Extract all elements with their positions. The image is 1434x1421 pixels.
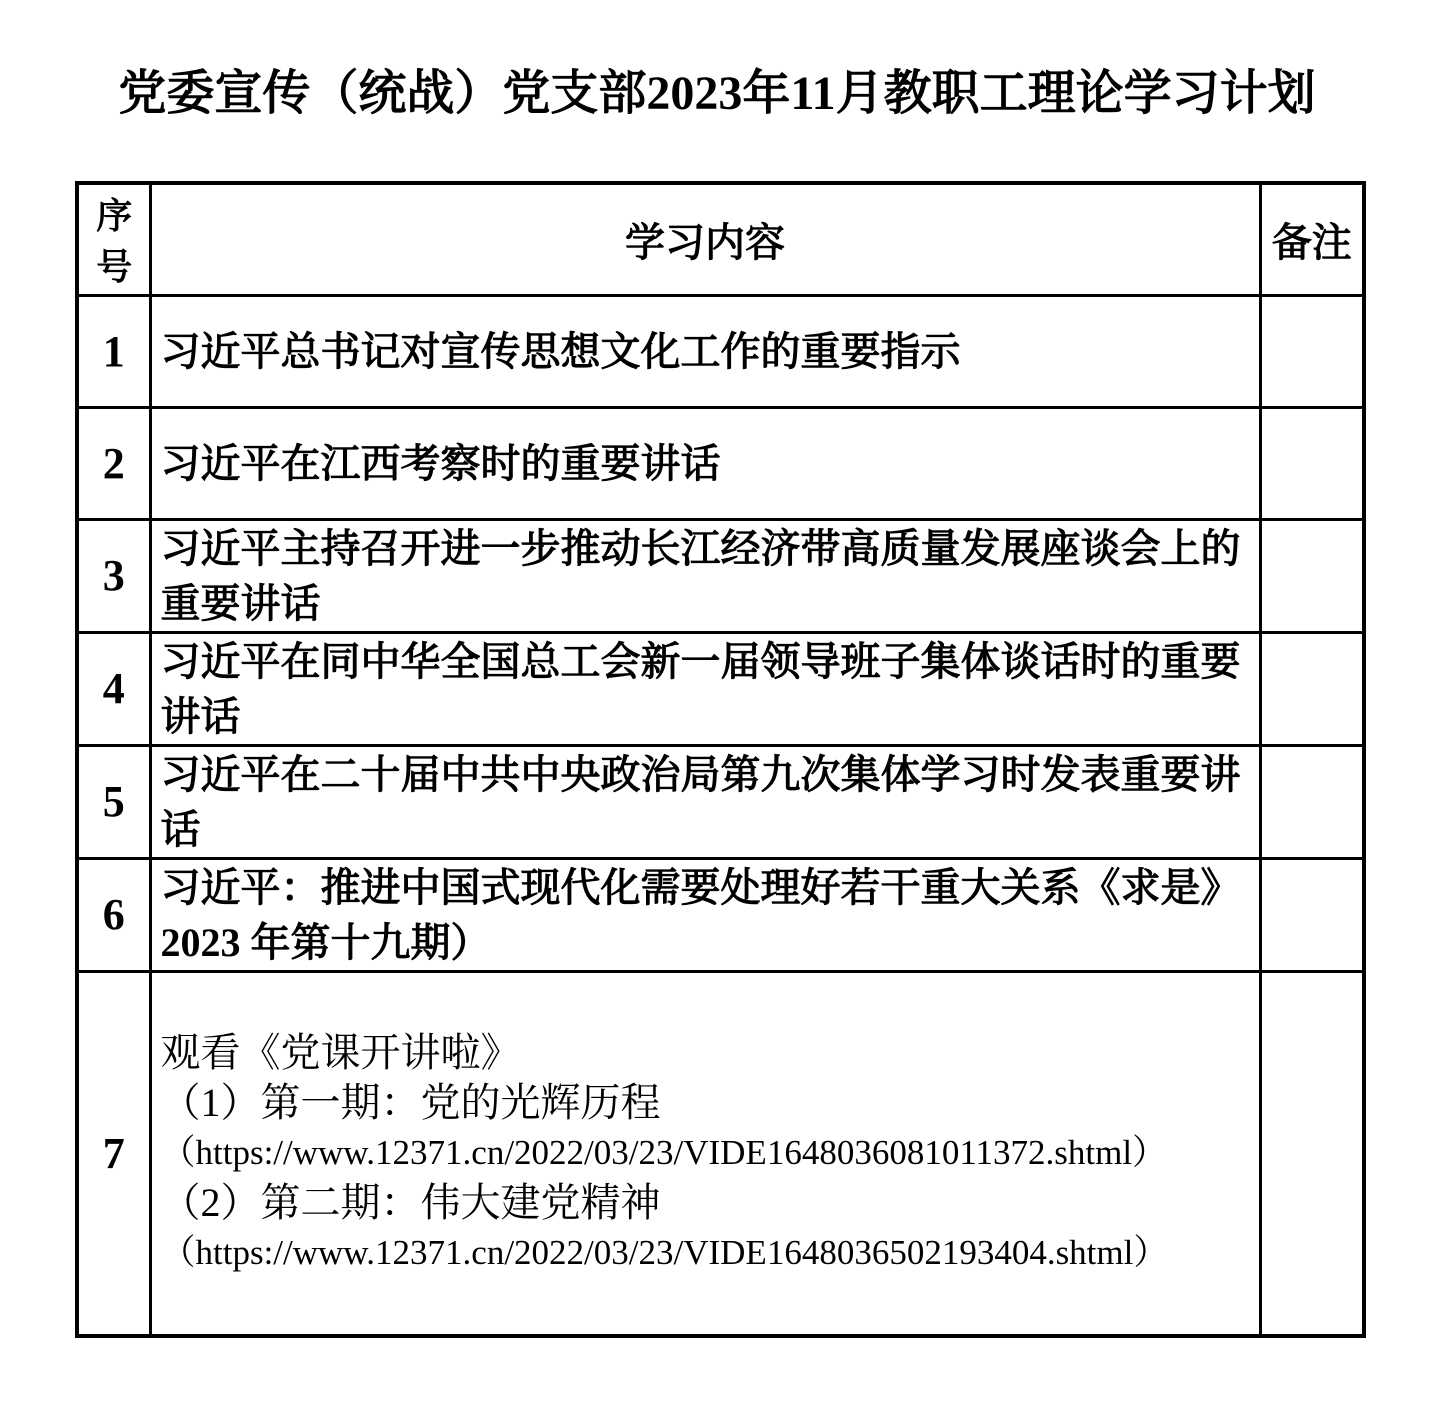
index-cell: 5 <box>77 745 150 858</box>
index-cell: 3 <box>77 519 150 632</box>
content-line: 习近平在江西考察时的重要讲话 <box>160 440 721 486</box>
remark-cell <box>1260 632 1364 745</box>
table-row-5 <box>77 745 1364 858</box>
table-row-7 <box>77 971 1364 1336</box>
content-line: 习近平在同中华全国总工会新一届领导班子集体谈话时的重要 <box>160 638 1241 684</box>
content-cell <box>150 745 1260 858</box>
content-cell <box>150 971 1260 1336</box>
remark-cell <box>1260 519 1364 632</box>
content-cell <box>150 295 1260 407</box>
content-cell <box>150 407 1260 519</box>
header-cell-index: 序号 <box>77 183 150 295</box>
content-line: 观看《党课开讲啦》 <box>160 1030 521 1076</box>
table-row-6 <box>77 858 1364 971</box>
content-line: 习近平主持召开进一步推动长江经济带高质量发展座谈会上的 <box>160 525 1241 571</box>
header-cell-content: 学习内容 <box>150 183 1260 295</box>
remark-cell <box>1260 407 1364 519</box>
content-line: 习近平在二十届中共中央政治局第九次集体学习时发表重要讲 <box>160 751 1241 797</box>
content-line: 习近平：推进中国式现代化需要处理好若干重大关系《求是》 <box>160 864 1241 910</box>
remark-cell <box>1260 858 1364 971</box>
content-line: 讲话 <box>160 693 241 739</box>
content-line: 2023 年第十九期） <box>160 919 491 965</box>
content-line: （1）第一期：党的光辉历程 <box>160 1080 661 1126</box>
content-line: 习近平总书记对宣传思想文化工作的重要指示 <box>160 328 961 374</box>
content-cell <box>150 858 1260 971</box>
index-cell: 7 <box>77 971 150 1336</box>
header-cell-remark: 备注 <box>1260 183 1364 295</box>
learning-plan-table <box>75 181 1366 1338</box>
index-cell: 4 <box>77 632 150 745</box>
remark-cell <box>1260 295 1364 407</box>
content-cell <box>150 519 1260 632</box>
index-cell: 2 <box>77 407 150 519</box>
index-cell: 6 <box>77 858 150 971</box>
url-text: （https://www.12371.cn/2022/03/23/VIDE1648036081011372.shtml） <box>160 1133 1168 1173</box>
remark-cell <box>1260 745 1364 858</box>
table-row-2 <box>77 407 1364 519</box>
content-line: 重要讲话 <box>160 580 321 626</box>
header-row <box>77 183 1364 295</box>
content-line: （2）第二期：伟大建党精神 <box>160 1180 661 1226</box>
table-row-1 <box>77 295 1364 407</box>
index-cell: 1 <box>77 295 150 407</box>
url-text: （https://www.12371.cn/2022/03/23/VIDE1648036502193404.shtml） <box>160 1233 1169 1273</box>
remark-cell <box>1260 971 1364 1336</box>
page-title: 党委宣传（统战）党支部2023年11月教职工理论学习计划 <box>118 67 1316 120</box>
content-cell <box>150 632 1260 745</box>
table-row-4 <box>77 632 1364 745</box>
table-row-3 <box>77 519 1364 632</box>
content-line: 话 <box>160 806 201 852</box>
